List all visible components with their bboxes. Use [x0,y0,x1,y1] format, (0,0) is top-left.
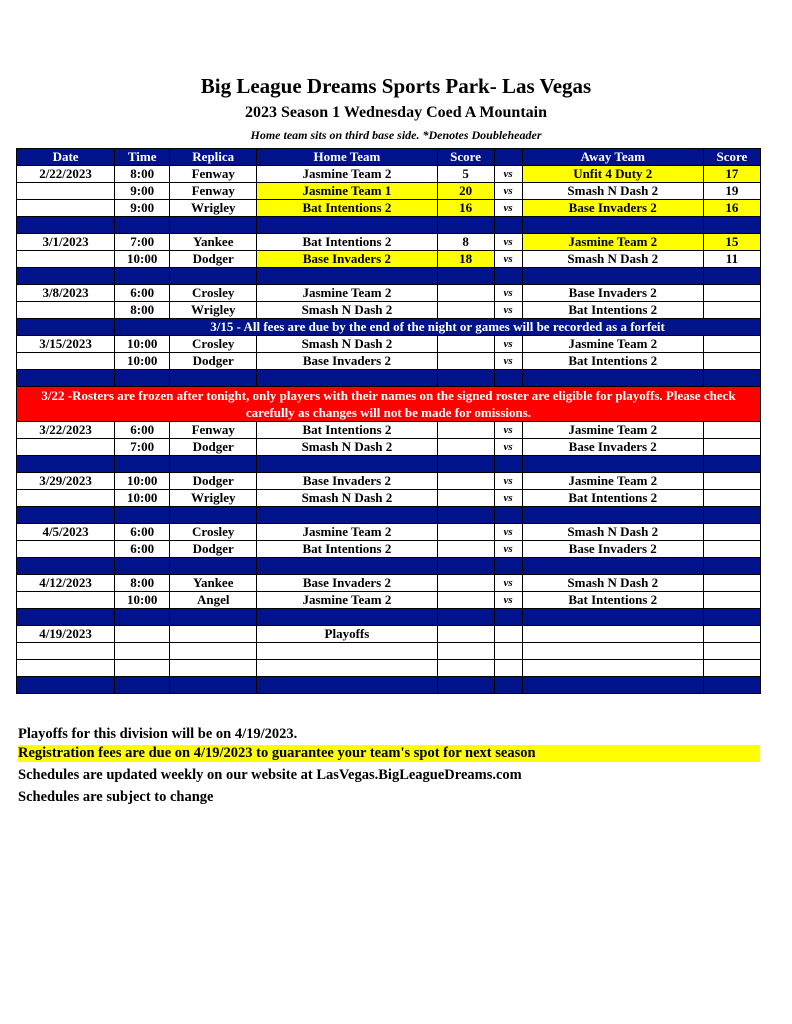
date-cell: 4/5/2023 [17,524,115,541]
time-cell: 10:00 [115,353,170,370]
away-team-cell: Bat Intentions 2 [522,490,703,507]
separator-row [17,507,761,524]
separator-cell [170,558,257,575]
game-row [17,200,761,217]
separator-cell [170,456,257,473]
vs-cell: vs [494,422,522,439]
away-score-cell: 19 [703,183,760,200]
away-team-cell: Bat Intentions 2 [522,592,703,609]
date-cell: 3/29/2023 [17,473,115,490]
separator-cell [703,558,760,575]
home-team-cell: Bat Intentions 2 [257,541,437,558]
away-score-cell [703,643,760,660]
time-cell: 10:00 [115,473,170,490]
separator-cell [170,507,257,524]
time-cell: 9:00 [115,200,170,217]
away-score-cell [703,592,760,609]
date-cell [17,660,115,677]
home-score-cell: 18 [437,251,494,268]
separator-cell [257,609,437,626]
separator-cell [257,677,437,694]
separator-cell [494,217,522,234]
game-row [17,643,761,660]
separator-cell [437,370,494,387]
date-cell [17,490,115,507]
schedule-table [16,148,761,694]
home-score-cell [437,541,494,558]
home-score-cell [437,439,494,456]
home-score-cell [437,422,494,439]
away-score-cell: 17 [703,166,760,183]
footer-registration: Registration fees are due on 4/19/2023 to guarantee your team's spot for next season [18,745,760,762]
home-score-cell: 8 [437,234,494,251]
away-team-cell: Base Invaders 2 [522,285,703,302]
separator-cell [522,558,703,575]
replica-cell: Dodger [170,473,257,490]
separator-cell [522,507,703,524]
time-cell: 6:00 [115,422,170,439]
away-score-cell [703,575,760,592]
header-away-score: Score [703,149,760,166]
separator-cell [437,558,494,575]
separator-row [17,677,761,694]
replica-cell: Dodger [170,353,257,370]
home-team-cell: Jasmine Team 1 [257,183,437,200]
footer-playoffs: Playoffs for this division will be on 4/19/2023. [18,726,298,742]
replica-cell [170,643,257,660]
replica-cell: Dodger [170,251,257,268]
footer-subject-to-change: Schedules are subject to change [18,789,214,805]
vs-cell: vs [494,285,522,302]
vs-cell: vs [494,234,522,251]
header-away-team: Away Team [522,149,703,166]
separator-cell [115,677,170,694]
replica-cell: Dodger [170,439,257,456]
replica-cell: Wrigley [170,490,257,507]
date-cell [17,251,115,268]
header-home-score: Score [437,149,494,166]
game-row [17,422,761,439]
separator-cell [115,558,170,575]
separator-cell [17,609,115,626]
notice-blank [17,319,115,336]
home-team-cell: Smash N Dash 2 [257,490,437,507]
home-score-cell [437,473,494,490]
separator-cell [703,370,760,387]
home-score-cell [437,353,494,370]
header-home-team: Home Team [257,149,437,166]
replica-cell: Fenway [170,422,257,439]
away-score-cell [703,626,760,643]
separator-cell [437,609,494,626]
separator-cell [17,677,115,694]
away-team-cell: Jasmine Team 2 [522,422,703,439]
home-team-cell: Smash N Dash 2 [257,439,437,456]
notice-text: 3/15 - All fees are due by the end of the night or games will be recorded as a forfeit [115,319,761,336]
away-team-cell [522,643,703,660]
away-team-cell: Base Invaders 2 [522,541,703,558]
separator-cell [17,370,115,387]
home-score-cell: 16 [437,200,494,217]
separator-cell [17,558,115,575]
home-score-cell [437,660,494,677]
away-team-cell: Base Invaders 2 [522,200,703,217]
separator-cell [494,609,522,626]
separator-cell [257,507,437,524]
replica-cell: Crosley [170,285,257,302]
time-cell: 10:00 [115,336,170,353]
date-cell: 2/22/2023 [17,166,115,183]
time-cell: 9:00 [115,183,170,200]
separator-cell [257,558,437,575]
away-team-cell: Jasmine Team 2 [522,473,703,490]
time-cell: 8:00 [115,302,170,319]
time-cell: 10:00 [115,592,170,609]
date-cell [17,643,115,660]
date-cell [17,200,115,217]
separator-cell [703,677,760,694]
separator-cell [437,507,494,524]
vs-cell: vs [494,251,522,268]
away-score-cell [703,660,760,677]
date-cell [17,353,115,370]
replica-cell: Yankee [170,575,257,592]
separator-cell [257,217,437,234]
separator-cell [257,268,437,285]
away-score-cell [703,285,760,302]
separator-cell [170,609,257,626]
game-row [17,626,761,643]
home-team-cell: Bat Intentions 2 [257,200,437,217]
vs-cell: vs [494,439,522,456]
replica-cell: Crosley [170,524,257,541]
home-team-cell [257,643,437,660]
separator-cell [703,507,760,524]
home-score-cell [437,524,494,541]
separator-cell [170,217,257,234]
replica-cell: Crosley [170,336,257,353]
home-score-cell [437,490,494,507]
separator-cell [257,456,437,473]
time-cell: 6:00 [115,285,170,302]
separator-cell [170,677,257,694]
separator-cell [437,456,494,473]
vs-cell [494,626,522,643]
vs-cell: vs [494,490,522,507]
replica-cell: Wrigley [170,302,257,319]
time-cell [115,643,170,660]
home-score-cell [437,643,494,660]
away-score-cell: 11 [703,251,760,268]
separator-cell [115,217,170,234]
away-score-cell: 16 [703,200,760,217]
time-cell: 7:00 [115,234,170,251]
separator-cell [170,370,257,387]
game-row [17,592,761,609]
separator-row [17,268,761,285]
away-score-cell [703,490,760,507]
date-cell [17,541,115,558]
away-team-cell: Jasmine Team 2 [522,336,703,353]
vs-cell [494,660,522,677]
date-cell: 3/8/2023 [17,285,115,302]
home-team-cell: Base Invaders 2 [257,575,437,592]
away-score-cell [703,353,760,370]
home-score-cell [437,285,494,302]
separator-cell [703,217,760,234]
roster-alert-row [17,387,761,422]
away-score-cell: 15 [703,234,760,251]
vs-cell: vs [494,183,522,200]
home-score-cell [437,575,494,592]
date-cell [17,439,115,456]
separator-cell [17,507,115,524]
separator-cell [522,677,703,694]
date-cell: 3/22/2023 [17,422,115,439]
game-row [17,490,761,507]
replica-cell: Dodger [170,541,257,558]
vs-cell: vs [494,592,522,609]
separator-row [17,456,761,473]
replica-cell: Fenway [170,183,257,200]
home-team-cell: Jasmine Team 2 [257,592,437,609]
date-cell [17,183,115,200]
replica-cell: Fenway [170,166,257,183]
time-cell: 6:00 [115,524,170,541]
game-row [17,660,761,677]
home-team-cell: Base Invaders 2 [257,473,437,490]
date-cell [17,302,115,319]
game-row [17,575,761,592]
separator-cell [703,456,760,473]
home-team-cell: Jasmine Team 2 [257,166,437,183]
away-team-cell: Bat Intentions 2 [522,302,703,319]
time-cell: 10:00 [115,490,170,507]
separator-cell [115,609,170,626]
vs-cell: vs [494,473,522,490]
home-team-cell: Base Invaders 2 [257,251,437,268]
vs-cell: vs [494,336,522,353]
separator-cell [170,268,257,285]
away-team-cell: Smash N Dash 2 [522,524,703,541]
home-team-cell [257,660,437,677]
replica-cell: Angel [170,592,257,609]
separator-cell [17,456,115,473]
footer-website: Schedules are updated weekly on our website at LasVegas.BigLeagueDreams.com [18,767,522,783]
vs-cell: vs [494,200,522,217]
home-team-cell: Base Invaders 2 [257,353,437,370]
separator-row [17,558,761,575]
away-score-cell [703,541,760,558]
home-score-cell [437,336,494,353]
time-cell [115,626,170,643]
away-score-cell [703,422,760,439]
home-team-cell: Bat Intentions 2 [257,422,437,439]
separator-cell [494,558,522,575]
vs-cell: vs [494,353,522,370]
time-cell: 8:00 [115,575,170,592]
home-score-cell [437,592,494,609]
vs-cell: vs [494,524,522,541]
home-team-note: Home team sits on third base side. *Denotes Doubleheader [250,128,542,142]
separator-cell [522,609,703,626]
home-score-cell [437,302,494,319]
header-vs [494,149,522,166]
home-team-cell: Smash N Dash 2 [257,302,437,319]
notice-row [17,319,761,336]
home-team-cell: Playoffs [257,626,437,643]
separator-cell [115,268,170,285]
game-row [17,336,761,353]
time-cell: 7:00 [115,439,170,456]
header-time: Time [115,149,170,166]
separator-cell [494,370,522,387]
separator-cell [494,456,522,473]
date-cell: 3/1/2023 [17,234,115,251]
separator-cell [494,507,522,524]
separator-cell [522,370,703,387]
away-team-cell: Smash N Dash 2 [522,251,703,268]
away-team-cell: Smash N Dash 2 [522,575,703,592]
away-team-cell: Base Invaders 2 [522,439,703,456]
home-score-cell: 5 [437,166,494,183]
date-cell: 3/15/2023 [17,336,115,353]
separator-cell [703,609,760,626]
game-row [17,524,761,541]
game-row [17,183,761,200]
home-team-cell: Smash N Dash 2 [257,336,437,353]
separator-row [17,217,761,234]
page-title: Big League Dreams Sports Park- Las Vegas [200,74,592,98]
separator-row [17,370,761,387]
separator-cell [17,217,115,234]
roster-alert-text: 3/22 -Rosters are frozen after tonight, only players with their names on the signed roster are eligible for playoffs. Please check carefully as changes will not be made for omissions. [17,387,761,422]
vs-cell: vs [494,575,522,592]
separator-cell [437,217,494,234]
replica-cell: Wrigley [170,200,257,217]
time-cell: 6:00 [115,541,170,558]
separator-cell [115,507,170,524]
separator-cell [437,268,494,285]
away-team-cell [522,660,703,677]
date-cell: 4/12/2023 [17,575,115,592]
separator-cell [257,370,437,387]
time-cell: 8:00 [115,166,170,183]
separator-row [17,609,761,626]
separator-cell [522,217,703,234]
date-cell: 4/19/2023 [17,626,115,643]
page-subtitle: 2023 Season 1 Wednesday Coed A Mountain [245,104,547,121]
replica-cell [170,626,257,643]
away-score-cell [703,524,760,541]
game-row [17,353,761,370]
game-row [17,302,761,319]
away-team-cell: Smash N Dash 2 [522,183,703,200]
separator-cell [494,677,522,694]
away-team-cell: Bat Intentions 2 [522,353,703,370]
away-team-cell [522,626,703,643]
game-row [17,541,761,558]
separator-cell [494,268,522,285]
header-row [17,149,761,166]
home-score-cell: 20 [437,183,494,200]
home-team-cell: Jasmine Team 2 [257,285,437,302]
game-row [17,473,761,490]
replica-cell [170,660,257,677]
home-score-cell [437,626,494,643]
header-replica: Replica [170,149,257,166]
game-row [17,166,761,183]
separator-cell [115,456,170,473]
game-row [17,285,761,302]
vs-cell: vs [494,166,522,183]
home-team-cell: Jasmine Team 2 [257,524,437,541]
time-cell [115,660,170,677]
separator-cell [703,268,760,285]
away-score-cell [703,336,760,353]
vs-cell: vs [494,541,522,558]
away-team-cell: Jasmine Team 2 [522,234,703,251]
home-team-cell: Bat Intentions 2 [257,234,437,251]
away-score-cell [703,302,760,319]
away-team-cell: Unfit 4 Duty 2 [522,166,703,183]
separator-cell [522,268,703,285]
game-row [17,251,761,268]
separator-cell [522,456,703,473]
separator-cell [17,268,115,285]
separator-cell [115,370,170,387]
game-row [17,439,761,456]
separator-cell [437,677,494,694]
away-score-cell [703,439,760,456]
date-cell [17,592,115,609]
game-row [17,234,761,251]
header-date: Date [17,149,115,166]
vs-cell: vs [494,302,522,319]
replica-cell: Yankee [170,234,257,251]
away-score-cell [703,473,760,490]
vs-cell [494,643,522,660]
time-cell: 10:00 [115,251,170,268]
